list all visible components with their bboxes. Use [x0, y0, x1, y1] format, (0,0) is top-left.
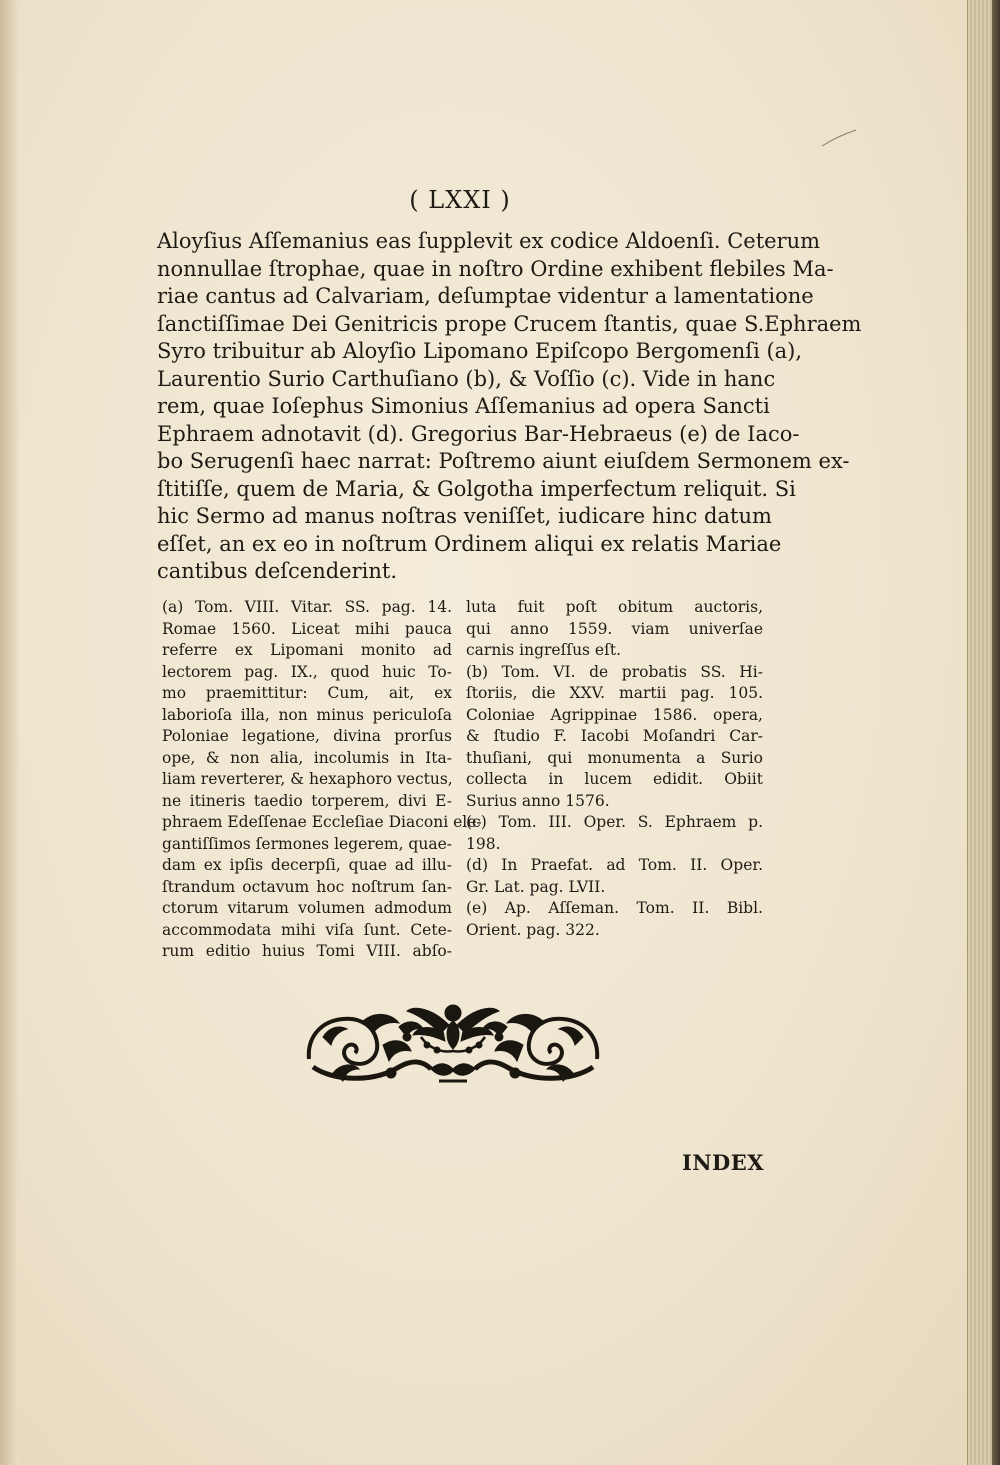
footnote-line: (b) Tom. VI. de probatis SS. Hi- [466, 662, 763, 681]
footnote-line: Orient. pag. 322. [466, 920, 600, 939]
footnote-line: phraem Edeſſenae Eccleſiae Diaconi ele- [162, 813, 482, 831]
footnote-line: (d) In Praefat. ad Tom. II. Oper. [466, 856, 763, 874]
footnote-line: 198. [466, 834, 501, 853]
book-cover-edge [992, 0, 1000, 1465]
text-line: eſſet, an ex eo in noſtrum Ordinem aliqui ex relatis Mariae [157, 531, 782, 556]
footnote-line: lectorem pag. IX., quod huic To- [162, 662, 452, 681]
main-text [157, 228, 862, 586]
footnote-line: ſtrandum octavum hoc noſtrum ſan- [162, 877, 452, 896]
footnote-line: rum editio huius Tomi VIII. abſo- [162, 942, 452, 960]
footnote-line: qui anno 1559. viam univerſae [466, 619, 763, 638]
footnote-line: ope, & non alia, incolumis in Ita- [162, 748, 452, 767]
footnote-line: mo praemittitur: Cum, ait, ex [162, 684, 452, 702]
text-line: Aloyſius Aſſemanius eas ſupplevit ex codice Aldoenſi. Ceterum [157, 229, 821, 253]
text-line: hic Sermo ad manus noſtras veniſſet, iudicare hinc datum [157, 504, 772, 528]
footnote-line: ctorum vitarum volumen admodum [162, 899, 452, 917]
text-line: riae cantus ad Calvariam, deſumptae videntur a lamentatione [157, 284, 814, 308]
text-line: rem, quae Ioſephus Simonius Aſſemanius ad opera Sancti [157, 394, 770, 418]
text-line: ſtitiſſe, quem de Maria, & Golgotha imperfectum reliquit. Si [157, 476, 796, 501]
text-line: Syro tribuitur ab Aloyſio Lipomano Epiſcopo Bergomenſi (a), [157, 339, 803, 363]
footnote-line: Romae 1560. Liceat mihi pauca [162, 619, 452, 638]
binding-gutter [0, 0, 18, 1465]
footnote-line: & ſtudio F. Iacobi Moſandri Car- [466, 727, 763, 745]
footnote-line: dam ex ipſis decerpſi, quae ad illu- [162, 856, 452, 874]
footnote-line: thuſiani, qui monumenta a Surio [466, 748, 763, 767]
text-line: bo Serugenſi haec narrat: Poſtremo aiunt eiuſdem Sermonem ex- [157, 449, 850, 473]
text-line: Laurentio Surio Carthuſiano (b), & Voſſio (c). Vide in hanc [157, 366, 776, 391]
footnote-line: ſtoriis, die XXV. martii pag. 105. [466, 684, 763, 702]
footnote-line: referre ex Lipomani monito ad [162, 641, 452, 659]
footnote-line: (e) Ap. Aſſeman. Tom. II. Bibl. [466, 899, 763, 917]
woodcut-ornament [303, 997, 603, 1087]
text-line: Ephraem adnotavit (d). Gregorius Bar-Hebraeus (e) de Iaco- [157, 421, 800, 446]
footnote-line: laborioſa illa, non minus periculoſa [162, 705, 452, 724]
footnotes-right-column [466, 597, 763, 941]
footnote-line: gantiſſimos ſermones legerem, quae- [162, 834, 452, 853]
footnote-line: collecta in lucem edidit. Obiit [466, 770, 763, 788]
footnote-line: (c) Tom. III. Oper. S. Ephraem p. [466, 813, 763, 831]
footnote-line: carnis ingreſſus eſt. [466, 641, 621, 659]
footnote-line: Poloniae legatione, divina prorſus [162, 727, 452, 745]
footnote-line: ne itineris taedio torperem, divi E- [162, 791, 452, 810]
footnotes-left-column [162, 597, 482, 963]
text-line: cantibus deſcenderint. [157, 559, 398, 583]
footnote-line: luta fuit poſt obitum auctoris, [466, 598, 763, 616]
footnote-line: accommodata mihi viſa ſunt. Cete- [162, 920, 452, 939]
footnote-line: Surius anno 1576. [466, 791, 610, 810]
stray-mark [820, 128, 860, 148]
footnote-line: Coloniae Agrippinae 1586. opera, [466, 705, 763, 724]
footnote-line: (a) Tom. VIII. Vitar. SS. pag. 14. [162, 598, 452, 616]
footnote-line: liam reverterer, & hexaphoro vectus, [162, 770, 453, 788]
footnote-line: Gr. Lat. pag. LVII. [466, 877, 606, 896]
catchword: INDEX [682, 1150, 765, 1175]
text-line: ſanctiſſimae Dei Genitricis prope Crucem ſtantis, quae S.Ephraem [157, 311, 862, 336]
text-line: nonnullae ſtrophae, quae in noſtro Ordine exhibent flebiles Ma- [157, 256, 834, 281]
page-number: ( LXXI ) [409, 186, 511, 214]
